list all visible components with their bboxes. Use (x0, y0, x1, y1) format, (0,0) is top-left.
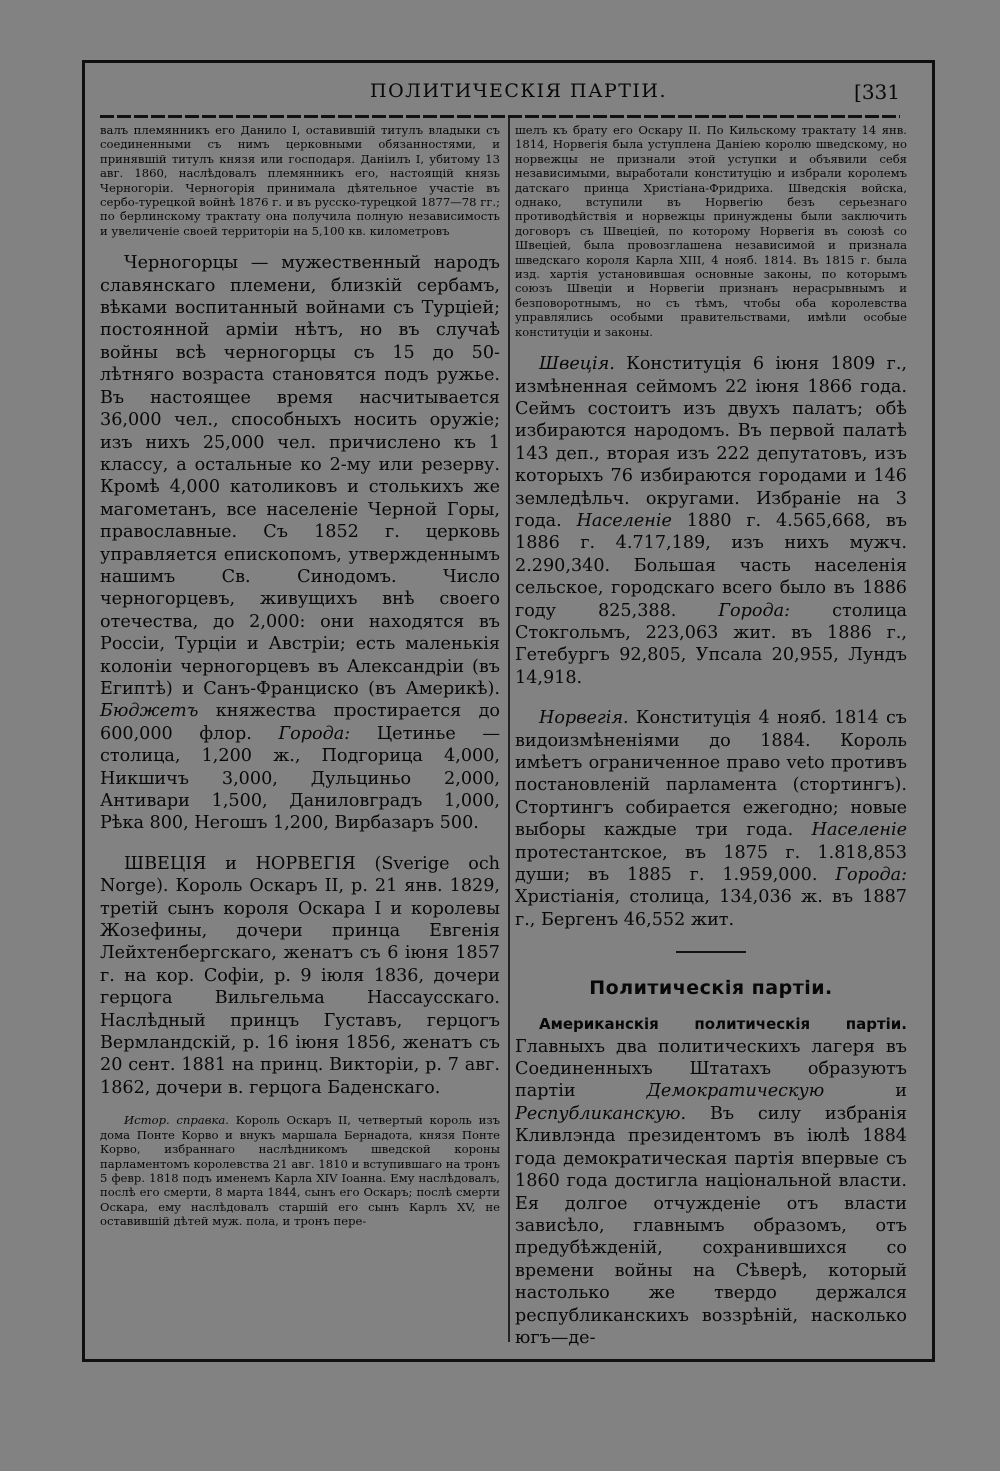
american-parties-paragraph: Американскія политическія партіи. Главныхъ два политическихъ лагеря въ Соединенныхъ Штатахъ образуютъ партіи Демократическую и Республиканскую. Въ силу избранія Кливлэнда президентомъ въ іюлѣ 1884 года демократическая партія впервые съ 1860 года достигла національной власти. Ея долгое отчужденіе отъ власти зависѣло, главнымъ образомъ, отъ предубѣжденій, сохранившихся со времени войны на Сѣверѣ, который настолько же твердо держался республиканскихъ воззрѣній, насколько югъ—де- (515, 1015, 907, 1348)
historical-note: Истор. справка. Король Оскаръ II, четвертый король изъ дома Понте Корво и внукъ маршала Бернадота, князя Понте Корво, избраннаго наслѣдникомъ шведской короны парламентомъ королевства 21 авг. 1810 и вступившаго на тронъ 5 февр. 1818 подъ именемъ Карла XIV Іоанна. Ему наслѣдовалъ, послѣ его смерти, 8 марта 1844, сынъ его Оскаръ; послѣ смерти Оскара, ему наслѣдовалъ старшій его сынъ Карлъ XV, не оставившій дѣтей муж. пола, и тронъ пере- (100, 1113, 501, 1229)
norway-label: Норвегія. (539, 708, 629, 729)
historical-note-continued: шелъ къ брату его Оскару II. По Кильскому трактату 14 янв. 1814, Норвегія была уступлена Даніею королю шведскому, но норвежцы не признали этой уступки и объявили себя независимыми, выработали конституцію и избрали королемъ датскаго принца Христіана-Фридриха. Шведскія войска, однако, вступили въ Норвегію безъ серьезнаго противодѣйствія и норвежцы принуждены были заключить договоръ съ Швеціей, по которому Норвегія въ союзѣ со Швеціей, была провозглашена независимой и признала шведскаго короля Карла XIII, 4 нояб. 1814. Въ 1815 г. была изд. хартія установившая основные законы, по которымъ союзъ Швеціи и Норвегіи признанъ нерасрывнымъ и безповоротнымъ, но съ тѣмъ, чтобы оба королевства управлялись особыми правительствами, имѣли особые конституціи и законы. (515, 123, 907, 339)
right-column (515, 123, 907, 1349)
page-header (100, 80, 900, 110)
montenegrins-paragraph: Черногорцы — мужественный народъ славянскаго племени, близкій сербамъ, вѣками воспитанный войнами съ Турціей; постоянной арміи нѣтъ, но въ случаѣ войны всѣ черногорцы съ 15 до 50-лѣтняго возраста становятся подъ ружье. Въ настоящее время насчитывается 36,000 чел., способныхъ носить оружіе; изъ нихъ 25,000 чел. причислено къ 1 классу, а остальные ко 2-му или резерву. Кромѣ 4,000 католиковъ и столькихъ же магометанъ, все населеніе Черной Горы, православные. Съ 1852 г. церковь управляется епископомъ, утвержденнымъ нашимъ Св. Синодомъ. Число черногорцевъ, живущихъ внѣ своего отечества, до 2,000: они находятся въ Россіи, Турціи и Австріи; есть маленькія колоніи черногорцевъ въ Александріи (въ Египтѣ) и Санъ-Франциско (въ Америкѣ). Бюджетъ княжества простирается до 600,000 флор. Города: Цетинье — столица, 1,200 ж., Подгорица 4,000, Никшичъ 3,000, Дульциньо 2,000, Антивари 1,500, Даниловградъ 1,000, Рѣка 800, Негошъ 1,200, Вирбазаръ 500. (100, 253, 501, 834)
header-rule (100, 115, 900, 118)
cities-label: Города: (278, 723, 351, 744)
sweden-paragraph: Швеція. Конституція 6 іюня 1809 г., измѣненная сеймомъ 22 іюня 1866 года. Сеймъ состоитъ изъ двухъ палатъ; обѣ избираются народомъ. Въ первой палатѣ 143 деп., вторая изъ 222 депутатовъ, изъ которыхъ 76 избираются городами и 146 земледѣльч. округами. Избраніе на 3 года. Населеніе 1880 г. 4.565,668, въ 1886 г. 4.717,189, изъ нихъ мужч. 2.290,340. Большая часть населенія сельское, городскаго всего было въ 1886 году 825,388. Города: столица Стокгольмъ, 223,063 жит. въ 1886 г., Гетебургъ 92,805, Упсала 20,955, Лундъ 14,918. (515, 354, 908, 688)
page-number: [331 (854, 80, 900, 104)
running-title: ПОЛИТИЧЕСКІЯ ПАРТІИ. (370, 80, 668, 102)
section-divider (676, 951, 746, 953)
party-republican: Республиканскую. (515, 1103, 687, 1124)
sweden-norway-paragraph: ШВЕЦІЯ и НОРВЕГІЯ (Sverige och Norge). Король Оскаръ II, р. 21 янв. 1829, третій сынъ короля Оскара I и королевы Жозефины, дочери принца Евгенія Лейхтенбергскаго, женатъ съ 6 іюня 1857 г. на кор. Софіи, р. 9 іюля 1836, дочери герцога Вильгельма Нассаусскаго. Наслѣдный принцъ Густавъ, герцогъ Вермландскій, р. 16 іюня 1856, женатъ съ 20 сент. 1881 на принц. Викторіи, р. 7 авг. 1862, дочери в. герцога Баденскаго. (100, 853, 500, 1098)
population-label: Населеніе (576, 510, 672, 531)
cities-label: Города: (718, 600, 791, 621)
montenegro-history-note: валъ племянникъ его Данило I, оставившій титулъ владыки съ соединенными съ нимъ церковными обязанностями, и принявшій титулъ князя или господаря. Даніилъ I, убитому 13 авг. 1860, наслѣдовалъ племянникъ его, настоящій князь Черногоріи. Черногорія принимала дѣятельное участіе въ сербо-турецкой войнѣ 1876 г. и въ русско-турецкой 1877—78 гг.; по берлинскому трактату она получила полную независимость и увеличеніе своей территоріи на 5,100 кв. километровъ (100, 123, 500, 238)
sweden-label: Швеція. (539, 354, 615, 375)
party-democratic: Демократическую (646, 1081, 825, 1102)
american-parties-lead: Американскія политическія партіи. (539, 1015, 907, 1034)
norway-paragraph: Норвегія. Конституція 4 нояб. 1814 съ видоизмѣненіями до 1884. Король имѣетъ ограниченное право veto противъ постановленій парламента (стортингъ). Стортингъ собирается ежегодно; новые выборы каждые три года. Населеніе протестантское, въ 1875 г. 1.818,853 души; въ 1885 г. 1.959,000. Города: Христіанія, столица, 134,036 ж. въ 1887 г., Бергенъ 46,552 жит. (515, 708, 908, 930)
budget-label: Бюджетъ (100, 701, 199, 722)
column-divider (508, 118, 510, 1342)
section-heading: Политическія партіи. (589, 977, 833, 1000)
population-label: Населеніе (811, 820, 907, 841)
cities-label: Города: (835, 865, 908, 886)
left-column (100, 123, 500, 1229)
historical-note-label: Истор. справка. (124, 1113, 229, 1128)
